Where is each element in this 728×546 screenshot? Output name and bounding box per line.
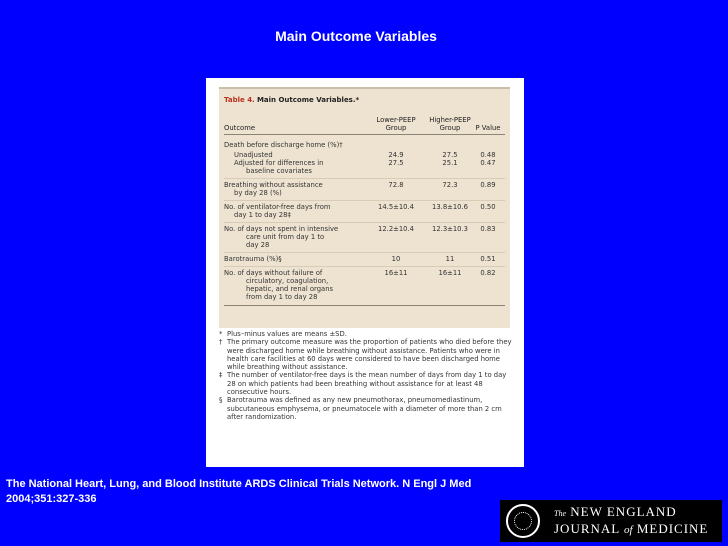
footnote-mark: § [219, 396, 223, 405]
table-bottom-rule [224, 305, 505, 306]
row-lower-value: 16±11 [384, 269, 408, 277]
header-outcome: Outcome [224, 124, 256, 132]
logo-new-england: NEW ENGLAND [570, 504, 677, 519]
logo-journal: JOURNAL [554, 521, 620, 536]
row-p-value: 0.82 [480, 269, 496, 277]
footnote-text: The primary outcome measure was the proportion of patients who died before they were discharged home while breathing without assistance. Patients who were in health care facilities at 60 days were considered to have been discharged home while breathing without assistance. [227, 338, 512, 372]
slide-title-text: Main Outcome Variables [275, 28, 437, 44]
row-outcome: No. of days without failure of [224, 269, 323, 277]
row-p-value: 0.47 [480, 159, 496, 167]
logo-the: The [554, 509, 566, 518]
footnote-text: Barotrauma was defined as any new pneumothorax, pneumomediastinum, subcutaneous emphysema, or pneumatocele with a diameter of more than 2 cm after randomization. [227, 396, 502, 421]
row-p-value: 0.50 [480, 203, 496, 211]
row-outcome: by day 28 (%) [234, 189, 282, 197]
row-outcome: Unadjusted [234, 151, 273, 159]
row-outcome: care unit from day 1 to [246, 233, 325, 241]
row-lower-value: 27.5 [388, 159, 404, 167]
row-higher-value: 72.3 [442, 181, 458, 189]
header-higher-line2: Group [439, 124, 461, 132]
row-lower-value: 12.2±10.4 [378, 225, 414, 233]
footnote-mark: † [219, 338, 223, 347]
header-rule [224, 134, 505, 135]
row-outcome: No. of ventilator-free days from [224, 203, 331, 211]
citation-line-1: The National Heart, Lung, and Blood Institute ARDS Clinical Trials Network. N Engl J Med [6, 478, 472, 490]
row-lower-value: 72.8 [388, 181, 404, 189]
row-outcome: Death before discharge home (%)† [224, 141, 343, 149]
citation-line-2: 2004;351:327-336 [6, 493, 97, 505]
footnote [219, 338, 515, 371]
footnote-text: Plus–minus values are means ±SD. [227, 330, 347, 338]
table-panel [219, 87, 510, 328]
footnote [219, 396, 515, 421]
row-divider [224, 178, 505, 179]
row-outcome: day 1 to day 28‡ [234, 211, 291, 219]
row-divider [224, 222, 505, 223]
table-caption-title: Main Outcome Variables.* [256, 96, 360, 104]
logo-wordmark [554, 504, 708, 538]
table-caption [224, 96, 359, 104]
logo-medicine: MEDICINE [636, 521, 709, 536]
footnote-mark: * [219, 330, 223, 338]
footnote [219, 371, 515, 396]
row-outcome: Barotrauma (%)§ [224, 255, 282, 263]
footnote [219, 330, 515, 338]
logo-line-1 [554, 504, 708, 521]
footnote-mark: ‡ [219, 371, 223, 380]
row-p-value: 0.51 [480, 255, 496, 263]
header-p-value: P Value [475, 124, 501, 132]
row-outcome: circulatory, coagulation, [246, 277, 329, 285]
row-lower-value: 10 [391, 255, 401, 263]
logo-line-2 [554, 521, 708, 538]
row-divider [224, 252, 505, 253]
footnote-text: The number of ventilator-free days is the mean number of days from day 1 to day 28 on which patients had been breathing without assistance for at least 48 consecutive hours. [227, 371, 507, 397]
row-outcome: from day 1 to day 28 [246, 293, 318, 301]
row-outcome: hepatic, and renal organs [246, 285, 334, 293]
row-higher-value: 25.1 [442, 159, 458, 167]
row-divider [224, 266, 505, 267]
header-higher-peep [423, 116, 477, 132]
table-image [206, 78, 524, 467]
row-p-value: 0.48 [480, 151, 496, 159]
row-outcome: Breathing without assistance [224, 181, 323, 189]
row-outcome: Adjusted for differences in [234, 159, 324, 167]
logo-of: of [624, 524, 633, 536]
row-higher-value: 11 [445, 255, 455, 263]
row-outcome: day 28 [246, 241, 270, 249]
row-lower-value: 24.9 [388, 151, 404, 159]
table-caption-number: Table 4. [224, 96, 255, 104]
row-higher-value: 16±11 [438, 269, 462, 277]
header-lower-peep [367, 116, 425, 132]
row-higher-value: 27.5 [442, 151, 458, 159]
slide-title [0, 28, 728, 44]
row-higher-value: 12.3±10.3 [432, 225, 468, 233]
seal-icon [506, 504, 540, 538]
row-higher-value: 13.8±10.6 [432, 203, 468, 211]
row-p-value: 0.89 [480, 181, 496, 189]
nejm-logo [500, 500, 722, 542]
header-higher-line1: Higher-PEEP [429, 116, 471, 124]
table-footnotes [219, 330, 515, 421]
header-lower-line2: Group [385, 124, 407, 132]
row-lower-value: 14.5±10.4 [378, 203, 414, 211]
row-outcome: No. of days not spent in intensive [224, 225, 339, 233]
row-p-value: 0.83 [480, 225, 496, 233]
row-outcome: baseline covariates [246, 167, 312, 175]
row-divider [224, 200, 505, 201]
header-lower-line1: Lower-PEEP [376, 116, 416, 124]
